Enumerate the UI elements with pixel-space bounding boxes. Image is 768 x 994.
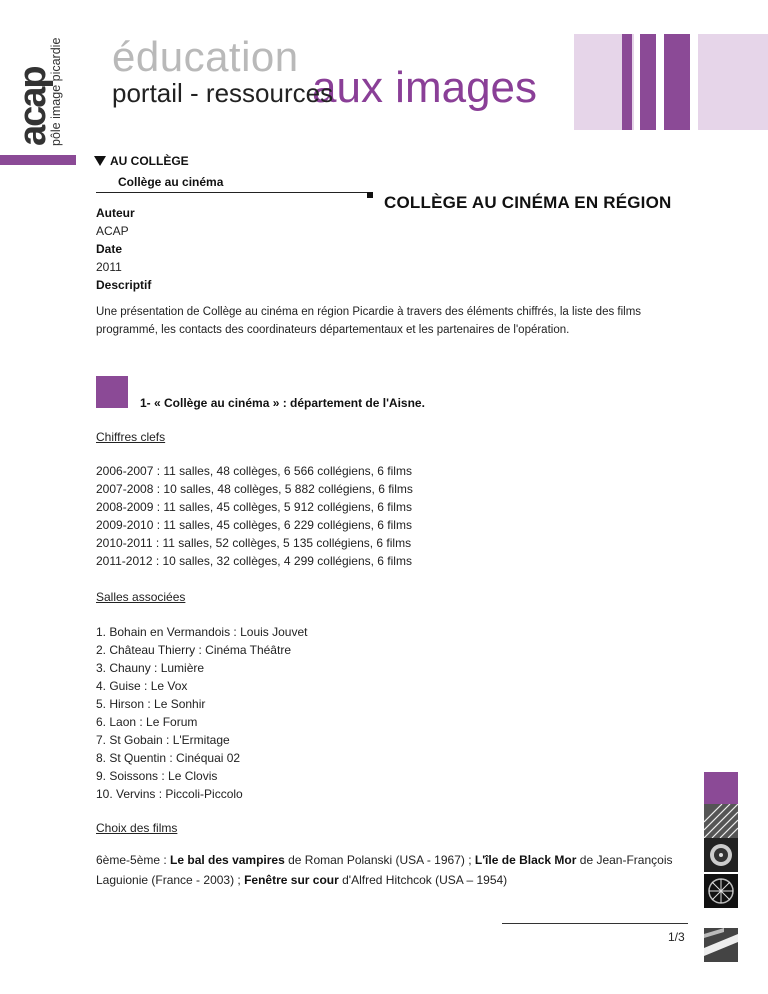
film-credit: de Jean-François Laguionie (France - 2003) ;	[96, 853, 673, 887]
thumbnail-film-strip	[704, 804, 738, 838]
header-aux-images: aux images	[312, 63, 538, 112]
header-decor-bar-1	[622, 34, 632, 130]
salles-label: Salles associées	[96, 590, 186, 604]
logo-accent-bar	[0, 155, 76, 165]
thumbnail-reel	[704, 838, 738, 872]
thumbnail-projector	[704, 928, 738, 962]
salles-list	[96, 623, 307, 803]
auteur-value: ACAP	[96, 224, 129, 238]
list-item: 5. Hirson : Le Sonhir	[96, 697, 206, 711]
date-label: Date	[96, 242, 123, 256]
section-marker	[367, 192, 373, 198]
films-label: Choix des films	[96, 821, 178, 835]
list-item: 4. Guise : Le Vox	[96, 679, 188, 693]
thumbnail-wheel	[704, 874, 738, 908]
section-divider	[96, 192, 370, 193]
footer-divider	[502, 923, 688, 924]
logo-tagline: pôle image picardie	[49, 37, 63, 146]
list-item: 2009-2010 : 11 salles, 45 collèges, 6 229 collégiens, 6 films	[96, 518, 412, 532]
chiffres-label: Chiffres clefs	[96, 430, 166, 444]
list-item: 10. Vervins : Piccoli-Piccolo	[96, 787, 243, 801]
chiffres-list	[96, 462, 413, 570]
list-item: 7. St Gobain : L'Ermitage	[96, 733, 230, 747]
date-value: 2011	[96, 260, 122, 274]
header-decor-block-right	[698, 34, 768, 130]
list-item: 2011-2012 : 10 salles, 32 collèges, 4 299 collégiens, 6 films	[96, 554, 412, 568]
list-item: 2007-2008 : 10 salles, 48 collèges, 5 882 collégiens, 6 films	[96, 482, 413, 496]
part-marker	[96, 376, 128, 408]
thumbnail-purple	[704, 772, 738, 806]
list-item: 2010-2011 : 11 salles, 52 collèges, 5 135 collégiens, 6 films	[96, 536, 412, 550]
list-item: 9. Soissons : Le Clovis	[96, 769, 218, 783]
page-title: COLLÈGE AU CINÉMA EN RÉGION	[384, 193, 672, 212]
section-triangle-icon	[94, 156, 106, 166]
film-title: Le bal des vampires	[170, 853, 285, 867]
list-item: 2008-2009 : 11 salles, 45 collèges, 5 912 collégiens, 6 films	[96, 500, 412, 514]
section-title: AU COLLÈGE	[110, 154, 189, 168]
description: Une présentation de Collège au cinéma en région Picardie à travers des éléments chiffrés, la liste des films programmé, les contacts des coordinateurs départementaux et les partenaires de l'opération.	[96, 306, 642, 336]
film-credit: de Roman Polanski (USA - 1967) ;	[284, 853, 475, 867]
list-item: 1. Bohain en Vermandois : Louis Jouvet	[96, 625, 308, 639]
part1-heading: 1- « Collège au cinéma » : département de l'Aisne.	[140, 396, 425, 410]
films-prefix: 6ème-5ème :	[96, 853, 171, 867]
list-item: 2006-2007 : 11 salles, 48 collèges, 6 566 collégiens, 6 films	[96, 464, 412, 478]
page-number: 1/3	[668, 930, 685, 944]
films-text	[96, 850, 696, 890]
list-item: 2. Château Thierry : Cinéma Théâtre	[96, 643, 291, 657]
list-item: 8. St Quentin : Cinéquai 02	[96, 751, 241, 765]
film-credit: d'Alfred Hitchcok (USA – 1954)	[338, 873, 508, 887]
descriptif-label: Descriptif	[96, 278, 152, 292]
film-title: Fenêtre sur cour	[244, 873, 339, 887]
auteur-label: Auteur	[96, 206, 135, 220]
header-decor-bar-2	[640, 34, 656, 130]
header-education: éducation	[112, 33, 299, 80]
section-subtitle: Collège au cinéma	[118, 175, 224, 189]
header-portail: portail - ressources	[112, 78, 334, 108]
header-decor-bar-3	[664, 34, 690, 130]
film-title: L'île de Black Mor	[474, 853, 577, 867]
list-item: 3. Chauny : Lumière	[96, 661, 205, 675]
logo-acap: acap	[12, 67, 54, 146]
list-item: 6. Laon : Le Forum	[96, 715, 198, 729]
